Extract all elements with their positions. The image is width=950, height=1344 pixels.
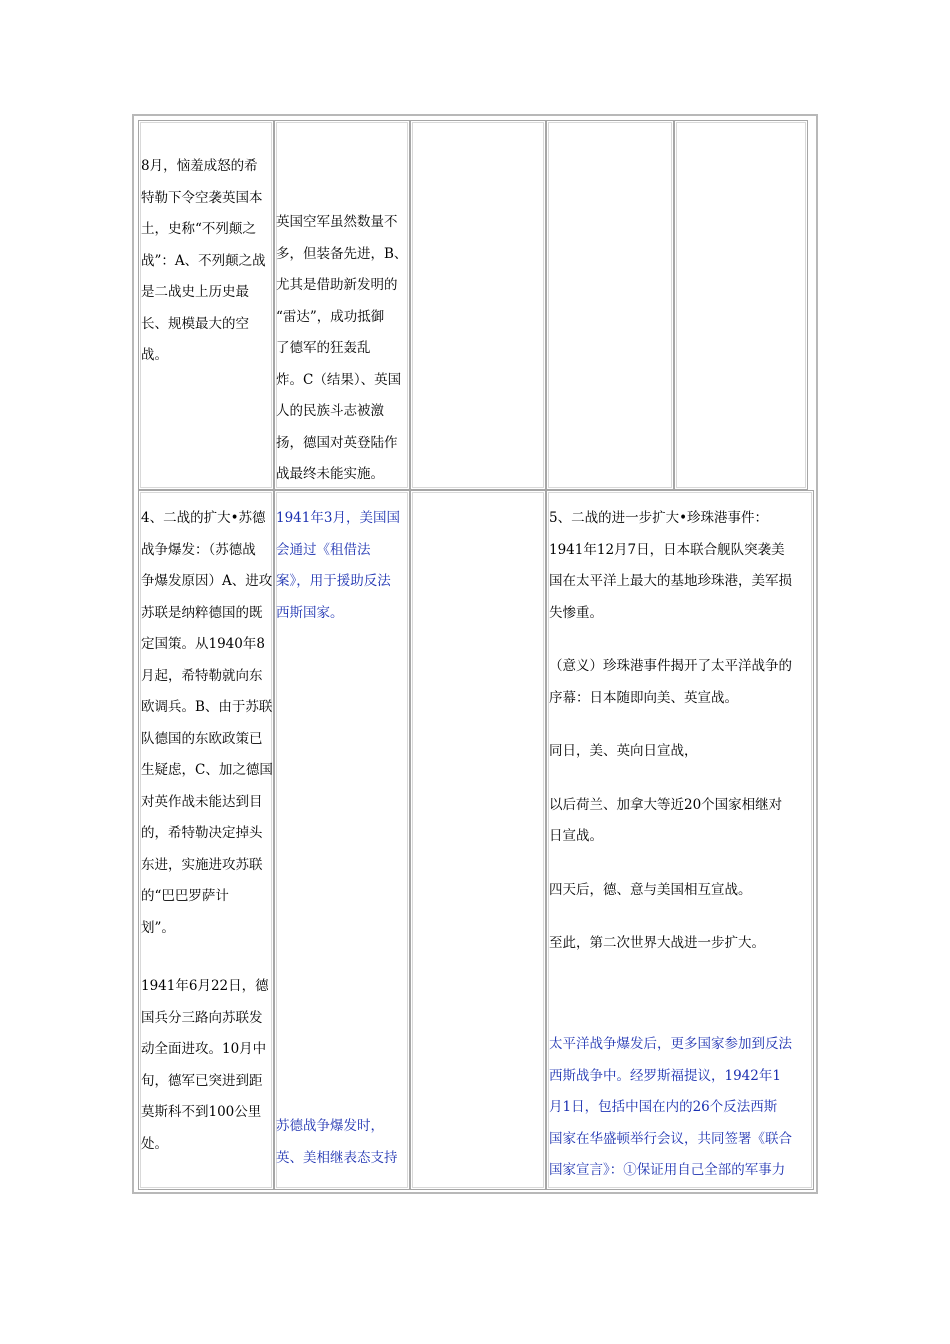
- text-line: 国在太平洋上最大的基地珍珠港，美军损: [549, 573, 792, 589]
- r2-c1: [138, 490, 274, 1190]
- text-line: 会通过《租借法: [276, 541, 371, 558]
- text-line: 以后荷兰、加拿大等近20个国家相继对: [549, 796, 783, 813]
- text-line: 旬，德军已突进到距: [141, 1072, 263, 1089]
- text-line: 战。: [141, 347, 168, 363]
- r1-c5: [674, 120, 808, 490]
- r2-c4-paragraphs: [549, 503, 811, 960]
- r1-c2-text: [276, 207, 410, 490]
- text-line: 英、美相继表态支持: [276, 1149, 398, 1166]
- text-line: 4、二战的扩大•苏德: [141, 510, 266, 526]
- text-line: “雷达”，成功抵御: [276, 308, 385, 325]
- text-line: 战争爆发：（苏德战: [141, 541, 256, 558]
- text-line: 动全面进攻。10月中: [141, 1041, 267, 1057]
- text-line: 争爆发原因）A、进攻: [141, 573, 273, 589]
- text-line: 月1日，包括中国在内的26个反法西斯: [549, 1099, 778, 1115]
- text-line: 苏联是纳粹德国的既: [141, 604, 263, 621]
- r1-c2: [274, 120, 410, 490]
- r2-c2-text-b: [276, 1111, 410, 1174]
- text-line: 生疑虑，C、加之德国: [141, 762, 273, 778]
- text-line: 人的民族斗志被激: [276, 403, 384, 419]
- text-line: 国家在华盛顿举行会议，共同签署《联合: [549, 1130, 792, 1147]
- text-line: 是二战史上历史最: [141, 284, 249, 300]
- text-line: 炸。C（结果）、英国: [276, 371, 402, 388]
- r2-c1-text-b: [141, 971, 273, 1160]
- text-line: 同日，美、英向日宣战，: [549, 743, 698, 759]
- text-line: 至此，第二次世界大战进一步扩大。: [549, 935, 765, 951]
- text-line: 英国空军虽然数量不: [276, 214, 398, 230]
- text-line: 多，但装备先进，B、: [276, 245, 408, 262]
- text-line: 东进，实施进攻苏联: [141, 856, 263, 873]
- text-line: 对英作战未能达到目: [141, 793, 263, 810]
- text-line: 序幕：日本随即向美、英宣战。: [549, 689, 738, 706]
- text-line: 国家宣言》：①保证用自己全部的军事力: [549, 1162, 786, 1178]
- paragraph: [549, 736, 811, 768]
- text-line: 太平洋战争爆发后，更多国家参加到反法: [549, 1036, 792, 1052]
- text-line: 月起，希特勒就向东: [141, 667, 263, 684]
- text-line: 的，希特勒决定掉头: [141, 825, 263, 841]
- text-line: 西斯战争中。经罗斯福提议，1942年1: [549, 1067, 781, 1084]
- r2-c3: [410, 490, 546, 1190]
- text-line: 队德国的东欧政策已: [141, 730, 263, 747]
- paragraph: [549, 875, 811, 907]
- paragraph: [549, 651, 811, 714]
- r1-c1-text: [141, 151, 273, 372]
- text-line: 了德军的狂轰乱: [276, 340, 371, 356]
- text-line: 战”：A、不列颠之战: [141, 252, 266, 269]
- text-line: 1941年12月7日，日本联合舰队突袭美: [549, 541, 785, 558]
- text-line: 苏德战争爆发时，: [276, 1118, 384, 1134]
- r2-c1-text-a: [141, 503, 273, 944]
- text-line: 1941年3月，美国国: [276, 510, 400, 526]
- text-line: 扬，德国对英登陆作: [276, 434, 398, 451]
- text-line: 西斯国家。: [276, 604, 344, 621]
- text-line: 土，史称“不列颠之: [141, 221, 256, 237]
- text-line: 5、二战的进一步扩大•珍珠港事件：: [549, 510, 769, 526]
- r1-c3: [410, 120, 546, 490]
- paragraph-gap: [549, 629, 811, 651]
- r2-c2: [274, 490, 410, 1190]
- r2-c4-text-blue: [549, 1029, 811, 1187]
- text-line: 莫斯科不到100公里: [141, 1104, 262, 1120]
- paragraph-gap: [549, 853, 811, 875]
- text-line: 处。: [141, 1135, 168, 1152]
- text-line: 案》，用于援助反法: [276, 573, 391, 589]
- text-line: （意义）珍珠港事件揭开了太平洋战争的: [549, 658, 792, 674]
- paragraph-gap: [549, 714, 811, 736]
- text-line: 失惨重。: [549, 604, 603, 621]
- text-line: 战最终未能实施。: [276, 466, 384, 482]
- paragraph: [549, 790, 811, 853]
- text-line: 1941年6月22日，德: [141, 978, 269, 994]
- r2-c2-text-a: [276, 503, 410, 629]
- paragraph-gap: [549, 768, 811, 790]
- text-line: 特勒下令空袭英国本: [141, 189, 263, 206]
- text-line: 8月，恼羞成怒的希: [141, 158, 258, 174]
- text-line: 的“巴巴罗萨计: [141, 888, 229, 904]
- text-line: 长、规模最大的空: [141, 315, 249, 332]
- r1-c1: [138, 120, 274, 490]
- text-line: 尤其是借助新发明的: [276, 277, 398, 293]
- text-line: 日宣战。: [549, 828, 603, 844]
- paragraph: [549, 928, 811, 960]
- r2-c4: [546, 490, 814, 1190]
- text-line: 定国策。从1940年8: [141, 636, 265, 652]
- paragraph: [549, 503, 811, 629]
- text-line: 划”。: [141, 919, 175, 936]
- paragraph-gap: [549, 906, 811, 928]
- document-table: [132, 114, 818, 1194]
- text-line: 四天后，德、意与美国相互宣战。: [549, 881, 752, 898]
- text-line: 欧调兵。B、由于苏联: [141, 699, 273, 715]
- r1-c4: [546, 120, 674, 490]
- text-line: 国兵分三路向苏联发: [141, 1009, 263, 1026]
